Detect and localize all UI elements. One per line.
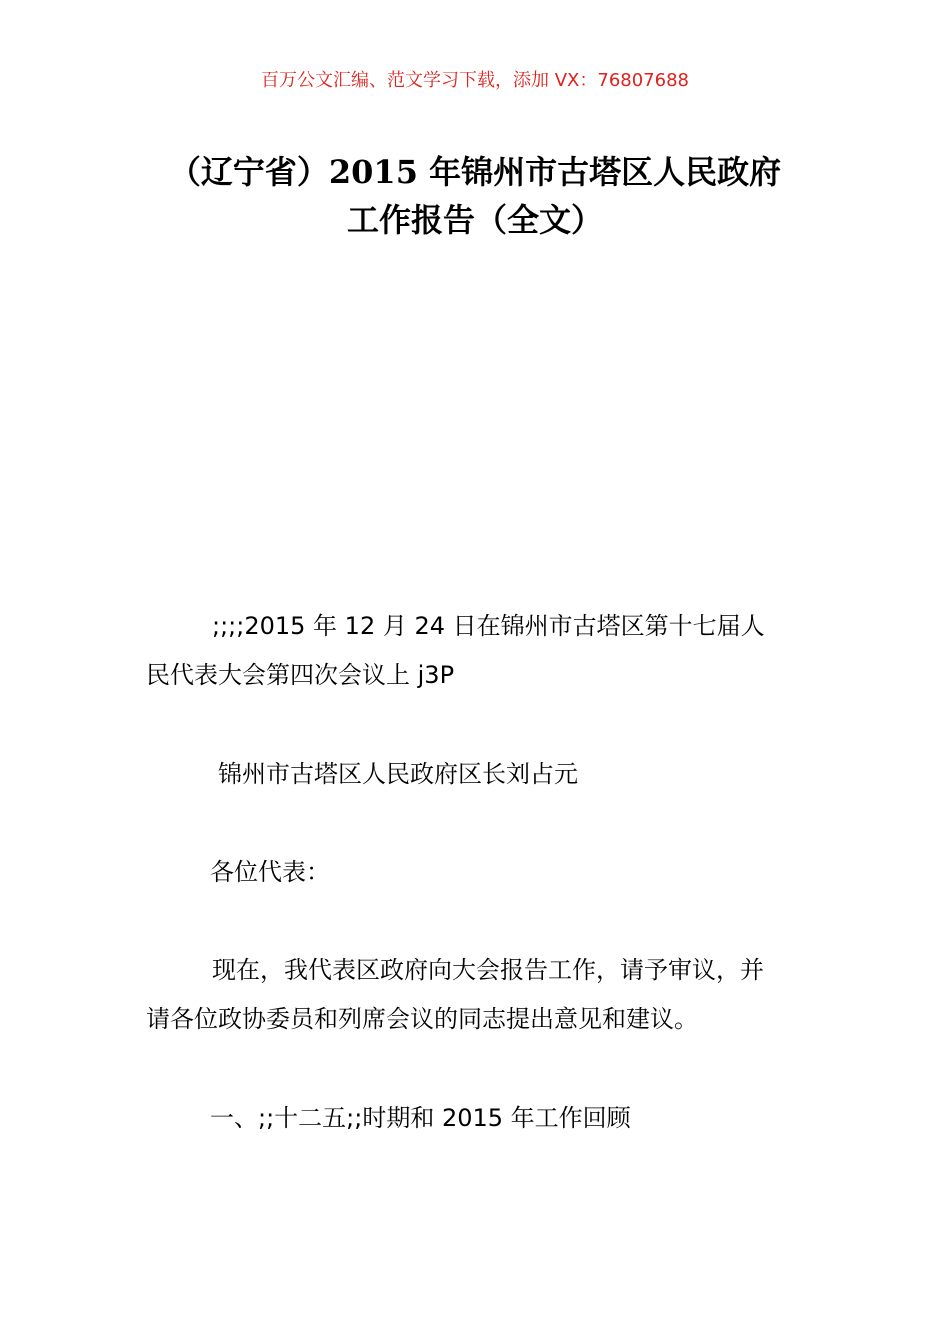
opening-paragraph: [146, 946, 810, 1044]
opening-line-2: 请各位政协委员和列席会议的同志提出意见和建议。: [146, 1005, 698, 1033]
title-line-2: 工作报告（全文）: [346, 201, 603, 239]
header-promo-note: 百万公文汇编、范文学习下载，添加 VX：76807688: [261, 70, 689, 91]
section-heading: 一、;;十二五;;时期和 2015 年工作回顾: [210, 1104, 631, 1132]
intro-paragraph: [146, 602, 810, 700]
title-line-1: （辽宁省）2015 年锦州市古塔区人民政府: [168, 153, 782, 191]
greeting-line: 各位代表：: [210, 858, 330, 886]
intro-line-1: ;;;;2015 年 12 月 24 日在锦州市古塔区第十七届人: [212, 612, 765, 640]
intro-line-2: 民代表大会第四次会议上 j3P: [146, 661, 455, 689]
opening-line-1: 现在，我代表区政府向大会报告工作，请予审议，并: [212, 956, 764, 984]
speaker-line: 锦州市古塔区人民政府区长刘占元: [218, 760, 578, 788]
document-title: [140, 148, 810, 244]
